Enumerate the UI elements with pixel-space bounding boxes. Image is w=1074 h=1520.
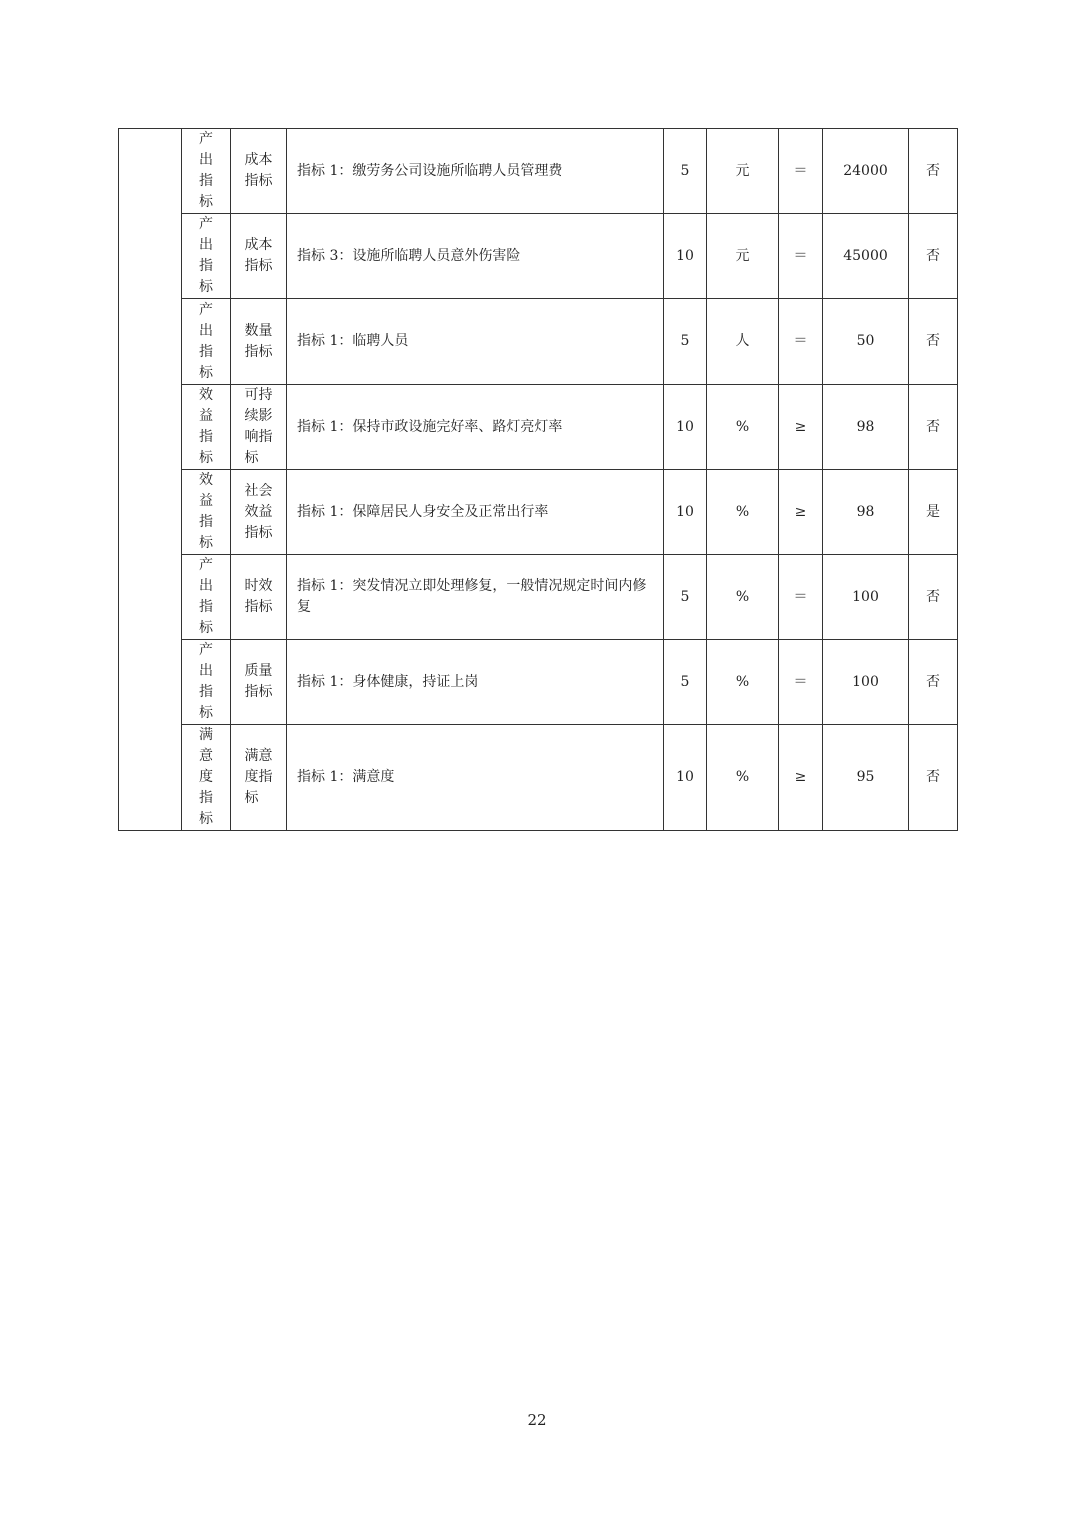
unit-cell: 元 bbox=[707, 129, 779, 214]
category-cell: 效益指标 bbox=[182, 385, 231, 470]
flag-cell: 否 bbox=[909, 725, 958, 831]
indicator-description: 指标 1：缴劳务公司设施所临聘人员管理费 bbox=[287, 129, 664, 214]
category-cell: 产出指标 bbox=[182, 129, 231, 214]
category-cell: 产出指标 bbox=[182, 640, 231, 725]
target-value-cell: 100 bbox=[823, 640, 909, 725]
sub-category-cell: 满意度指标 bbox=[231, 725, 287, 831]
sub-category-cell: 社会效益指标 bbox=[231, 470, 287, 555]
table-row bbox=[119, 299, 958, 385]
indicator-description: 指标 1：临聘人员 bbox=[287, 299, 664, 385]
weight-cell: 5 bbox=[664, 640, 707, 725]
sub-category-cell: 成本指标 bbox=[231, 214, 287, 299]
sub-category-cell: 可持续影响指标 bbox=[231, 385, 287, 470]
sub-category-cell: 质量指标 bbox=[231, 640, 287, 725]
indicator-description: 指标 1：保持市政设施完好率、路灯亮灯率 bbox=[287, 385, 664, 470]
table-row bbox=[119, 129, 958, 214]
weight-cell: 5 bbox=[664, 129, 707, 214]
target-value-cell: 45000 bbox=[823, 214, 909, 299]
flag-cell: 否 bbox=[909, 555, 958, 640]
target-value-cell: 98 bbox=[823, 470, 909, 555]
flag-cell: 否 bbox=[909, 129, 958, 214]
weight-cell: 5 bbox=[664, 299, 707, 385]
category-cell: 产出指标 bbox=[182, 555, 231, 640]
target-value-cell: 100 bbox=[823, 555, 909, 640]
target-value-cell: 24000 bbox=[823, 129, 909, 214]
category-cell: 产出指标 bbox=[182, 299, 231, 385]
operator-cell: ＝ bbox=[779, 214, 823, 299]
category-cell: 满意度指标 bbox=[182, 725, 231, 831]
target-value-cell: 50 bbox=[823, 299, 909, 385]
indicator-description: 指标 1：身体健康，持证上岗 bbox=[287, 640, 664, 725]
table-row bbox=[119, 555, 958, 640]
operator-cell: ＝ bbox=[779, 299, 823, 385]
target-value-cell: 95 bbox=[823, 725, 909, 831]
weight-cell: 10 bbox=[664, 214, 707, 299]
operator-cell: ≥ bbox=[779, 725, 823, 831]
indicator-description: 指标 1：突发情况立即处理修复，一般情况规定时间内修复 bbox=[287, 555, 664, 640]
operator-cell: ≥ bbox=[779, 470, 823, 555]
operator-cell: ＝ bbox=[779, 129, 823, 214]
unit-cell: 人 bbox=[707, 299, 779, 385]
indicator-description: 指标 1：满意度 bbox=[287, 725, 664, 831]
table-row bbox=[119, 725, 958, 831]
flag-cell: 否 bbox=[909, 214, 958, 299]
flag-cell: 否 bbox=[909, 385, 958, 470]
indicator-table bbox=[118, 128, 958, 831]
operator-cell: ≥ bbox=[779, 385, 823, 470]
weight-cell: 10 bbox=[664, 725, 707, 831]
flag-cell: 否 bbox=[909, 640, 958, 725]
page-number: 22 bbox=[527, 1411, 547, 1429]
unit-cell: % bbox=[707, 470, 779, 555]
unit-cell: % bbox=[707, 725, 779, 831]
weight-cell: 10 bbox=[664, 385, 707, 470]
operator-cell: ＝ bbox=[779, 555, 823, 640]
operator-cell: ＝ bbox=[779, 640, 823, 725]
weight-cell: 10 bbox=[664, 470, 707, 555]
category-cell: 效益指标 bbox=[182, 470, 231, 555]
weight-cell: 5 bbox=[664, 555, 707, 640]
table-row bbox=[119, 470, 958, 555]
flag-cell: 否 bbox=[909, 299, 958, 385]
target-value-cell: 98 bbox=[823, 385, 909, 470]
sub-category-cell: 时效指标 bbox=[231, 555, 287, 640]
flag-cell: 是 bbox=[909, 470, 958, 555]
unit-cell: % bbox=[707, 640, 779, 725]
table-row bbox=[119, 385, 958, 470]
unit-cell: % bbox=[707, 385, 779, 470]
table-row bbox=[119, 640, 958, 725]
category-cell: 产出指标 bbox=[182, 214, 231, 299]
unit-cell: 元 bbox=[707, 214, 779, 299]
sub-category-cell: 数量指标 bbox=[231, 299, 287, 385]
sub-category-cell: 成本指标 bbox=[231, 129, 287, 214]
unit-cell: % bbox=[707, 555, 779, 640]
merged-blank-cell bbox=[119, 129, 182, 831]
indicator-description: 指标 3：设施所临聘人员意外伤害险 bbox=[287, 214, 664, 299]
table-row bbox=[119, 214, 958, 299]
indicator-description: 指标 1：保障居民人身安全及正常出行率 bbox=[287, 470, 664, 555]
